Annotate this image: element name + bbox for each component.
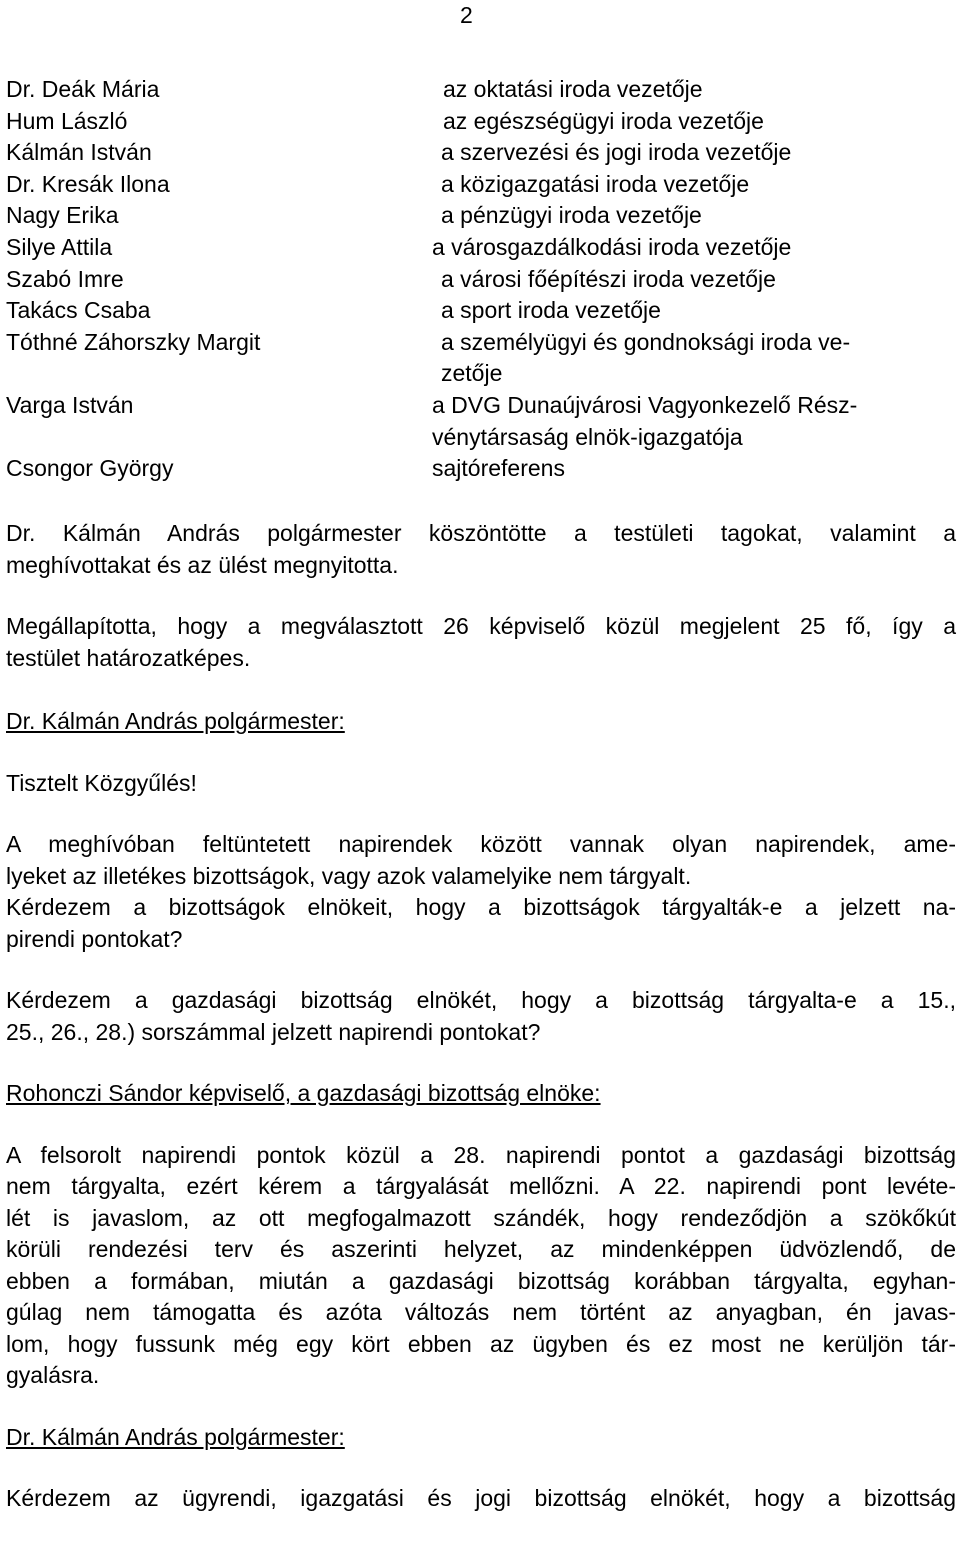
speaker-heading — [6, 1078, 956, 1110]
role-line: a városi főépítészi iroda vezetője — [441, 265, 776, 292]
attendee-role — [432, 106, 956, 138]
speaker-name: Dr. Kálmán András polgármester: — [6, 708, 345, 734]
text-line: Megállapította, hogy a megválasztott 26 képviselő közül megjelent 25 fő, így a — [6, 613, 956, 639]
committee-answer-paragraph — [6, 1140, 956, 1392]
text-line: nem tárgyalta, ezért kérem a tárgyalását mellőzni. A 22. napirendi pont levéte- — [6, 1173, 956, 1199]
attendee-row — [6, 232, 956, 264]
text-line: A felsorolt napirendi pontok közül a 28. napirendi pontot a gazdasági bizottság — [6, 1141, 956, 1168]
attendee-row — [6, 137, 956, 169]
text-line: pirendi pontokat? — [6, 925, 183, 952]
attendee-name: Takács Csaba — [6, 297, 151, 324]
attendee-name: Hum László — [6, 107, 128, 134]
role-line: zetője — [441, 360, 503, 387]
text-line: Kérdezem a gazdasági bizottság elnökét, hogy a bizottság tárgyalta-e a 15., — [6, 987, 956, 1013]
speaker-name: Rohonczi Sándor képviselő, a gazdasági bizottság elnöke: — [6, 1080, 601, 1106]
attendee-role — [432, 453, 956, 485]
text-line: lét is javaslom, az ott megfogalmazott szándék, hogy rendeződjön a szökőkút — [6, 1204, 956, 1231]
attendee-name: Nagy Erika — [6, 202, 119, 229]
attendee-row — [6, 106, 956, 138]
attendee-name: Varga István — [6, 391, 134, 418]
role-line: vénytársaság elnök-igazgatója — [432, 423, 743, 450]
attendee-row — [6, 264, 956, 296]
text-line: körüli rendezési terv és aszerinti helyzet, az mindenképpen üdvözlendő, de — [6, 1236, 956, 1262]
text-line: A meghívóban feltüntetett napirendek között vannak olyan napirendek, ame- — [6, 831, 956, 857]
speaker-heading — [6, 1422, 956, 1454]
attendee-name: Kálmán István — [6, 139, 152, 166]
attendee-row — [6, 453, 956, 485]
attendee-name: Szabó Imre — [6, 265, 124, 292]
role-line: a közigazgatási iroda vezetője — [441, 170, 750, 197]
text-line: Tisztelt Közgyűlés! — [6, 769, 197, 796]
quorum-paragraph — [6, 611, 956, 674]
attendee-row — [6, 200, 956, 232]
text-line: 25., 26., 28.) sorszámmal jelzett napirendi pontokat? — [6, 1018, 541, 1045]
speaker-name: Dr. Kálmán András polgármester: — [6, 1423, 345, 1450]
role-line: a sport iroda vezetője — [441, 297, 661, 324]
attendee-role — [432, 169, 956, 201]
attendee-row — [6, 390, 956, 453]
question-paragraph — [6, 985, 956, 1048]
attendee-role — [432, 327, 956, 390]
text-line: gyalásra. — [6, 1362, 100, 1388]
role-line: a DVG Dunaújvárosi Vagyonkezelő Rész- — [432, 391, 858, 418]
attendee-role — [432, 200, 956, 232]
role-line: az oktatási iroda vezetője — [443, 76, 703, 102]
text-line: ebben a formában, miután a gazdasági bizottság korábban tárgyalta, egyhan- — [6, 1267, 956, 1294]
attendee-role — [432, 232, 956, 264]
text-line: gúlag nem támogatta és azóta változás nem történt az anyagban, én javas- — [6, 1299, 956, 1325]
text-line: Kérdezem a bizottságok elnökeit, hogy a bizottságok tárgyalták-e a jelzett na- — [6, 894, 956, 920]
attendee-role — [432, 137, 956, 169]
text-line: Kérdezem az ügyrendi, igazgatási és jogi bizottság elnökét, hogy a bizottság — [6, 1485, 956, 1511]
opening-paragraph — [6, 518, 956, 581]
attendee-list — [6, 74, 956, 485]
role-line: sajtóreferens — [432, 455, 565, 482]
attendee-role — [432, 390, 956, 453]
attendee-role — [432, 264, 956, 296]
attendee-row — [6, 327, 956, 390]
attendee-role — [432, 295, 956, 327]
minutes-body — [6, 518, 956, 1545]
role-line: a pénzügyi iroda vezetője — [441, 202, 702, 229]
text-line: lyeket az illetékes bizottságok, vagy azok valamelyike nem tárgyalt. — [6, 862, 692, 889]
text-line: Dr. Kálmán András polgármester köszöntötte a testületi tagokat, valamint a — [6, 520, 956, 546]
salutation-paragraph — [6, 768, 956, 800]
text-line: meghívottakat és az ülést megnyitotta. — [6, 551, 399, 578]
role-line: a szervezési és jogi iroda vezetője — [441, 139, 792, 166]
attendee-row — [6, 295, 956, 327]
attendee-name: Silye Attila — [6, 233, 113, 260]
attendee-row — [6, 74, 956, 106]
attendee-row — [6, 169, 956, 201]
text-line: lom, hogy fussunk még egy kört ebben az ügyben és ez most ne kerüljön tár- — [6, 1330, 956, 1357]
role-line: az egészségügyi iroda vezetője — [443, 107, 764, 134]
attendee-name: Tóthné Záhorszky Margit — [6, 328, 261, 355]
attendee-name: Dr. Kresák Ilona — [6, 170, 170, 197]
closing-paragraph — [6, 1483, 956, 1515]
text-line: testület határozatképes. — [6, 644, 251, 671]
agenda-paragraph — [6, 829, 956, 955]
attendee-role — [432, 74, 956, 106]
attendee-name: Csongor György — [6, 455, 174, 482]
role-line: a személyügyi és gondnoksági iroda ve- — [441, 328, 851, 355]
page-number: 2 — [460, 2, 473, 28]
role-line: a városgazdálkodási iroda vezetője — [432, 233, 792, 260]
speaker-heading — [6, 706, 956, 738]
attendee-name: Dr. Deák Mária — [6, 76, 160, 102]
